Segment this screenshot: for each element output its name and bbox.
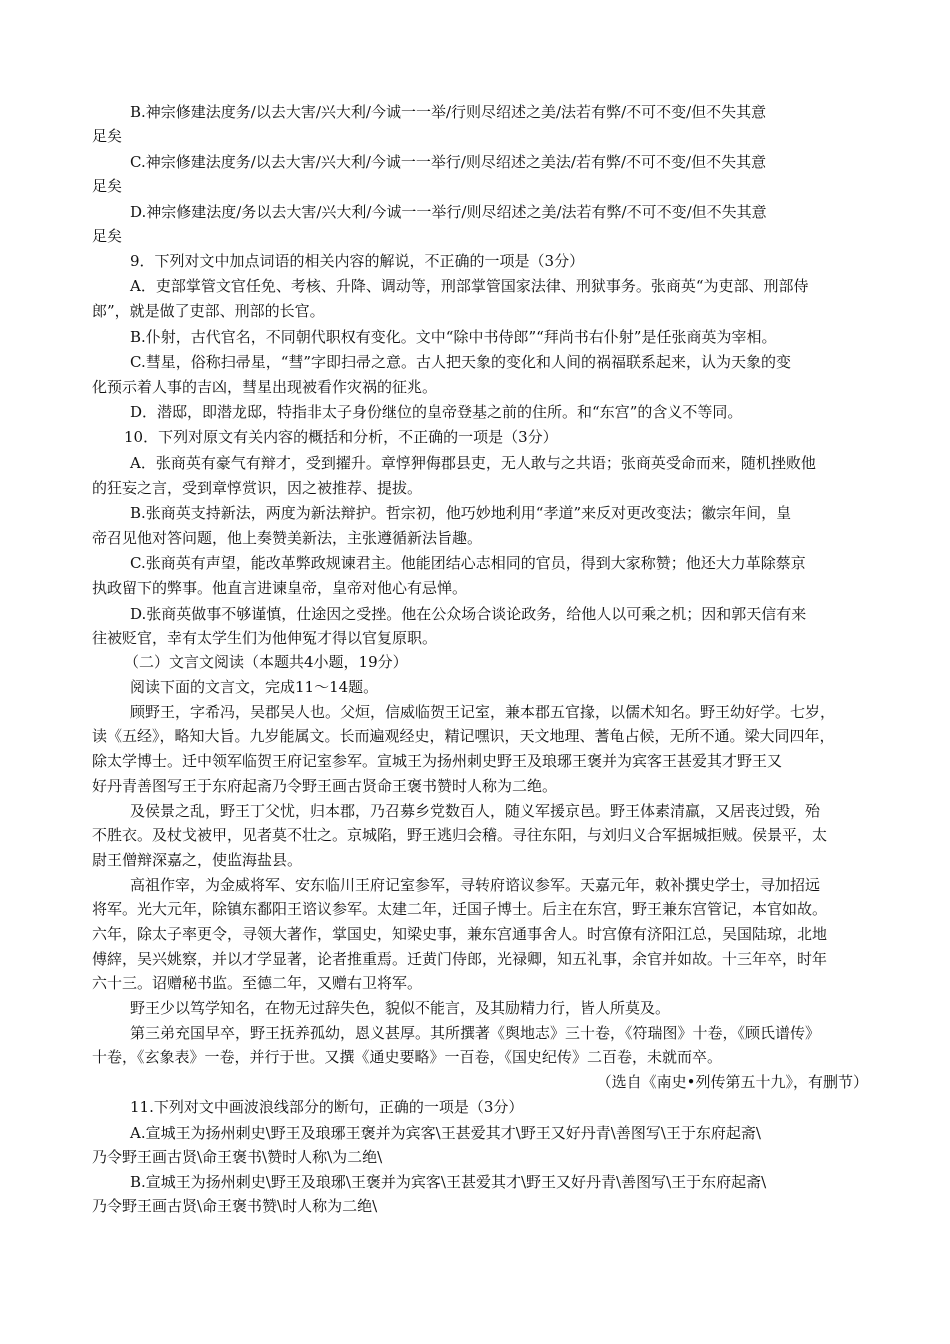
document-page: B.神宗修建法度务/以去大害/兴大利/今诚一一举/行则尽绍述之美/法若有弊/不可不变/但不失其意 足矣 C.神宗修建法度务/以去大害/兴大利/今诚一一举行/则尽绍述之美法/若有弊/不可不变/但不失其意 足矣 D.神宗修建法度/务以去大害/兴大利/今诚一一举行/则尽绍述之美/法若有弊/不可不变/但不失其意 足矣 9．下列对文中加点词语的相关内容的解说，不正确的一项是（3分） A．吏部掌管文官任免、考核、升降、调动等，刑部掌管国家法律、刑狱事务。张商英“为吏部、刑部侍 郎”，就是做了吏部、刑部的长官。 B.仆射，古代官名，不同朝代职权有变化。文中“除中书侍郎”“拜尚书右仆射”是任张商英为宰相。 C.彗星，俗称扫帚星，“彗”字即扫帚之意。古人把天象的变化和人间的祸福联系起来，认为天象的变 化预示着人事的吉凶，彗星出现被看作灾祸的征兆。 D．潜邸，即潜龙邸，特指非太子身份继位的皇帝登基之前的住所。和“东宫”的含义不等同。 10．下列对原文有关内容的概括和分析，不正确的一项是（3分） A．张商英有豪气有辩才，受到擢升。章惇狎侮郡县吏，无人敢与之共语；张商英受命而来，随机挫败他 的狂妄之言，受到章惇赏识，因之被推荐、提拔。 B.张商英支持新法，两度为新法辩护。哲宗初，他巧妙地利用“孝道”来反对更改变法；徽宗年间，皇 帝召见他对答问题，他上奏赞美新法，主张遵循新法旨趣。 C.张商英有声望，能改革弊政规谏君主。他能团结心志相同的官员，得到大家称赞；他还大力革除蔡京 执政留下的弊事。他直言进谏皇帝，皇帝对他心有忌惮。 D.张商英做事不够谨慎，仕途因之受挫。他在公众场合谈论政务，给他人以可乘之机；因和郭天信有来 往被贬官，幸有太学生们为他伸冤才得以官复原职。 （二）文言文阅读（本题共4小题，19分） 阅读下面的文言文，完成11～14题。 顾野王，字希冯，吴郡吴人也。父烜，信威临贺王记室，兼本郡五官掾，以儒术知名。野王幼好学。七岁， 读《五经》，略知大旨。九岁能属文。长而遍观经史，精记嘿识，天文地理、蓍龟占候，无所不通。梁大同四年， 除太学博士。迁中领军临贺王府记室参军。宣城王为扬州刺史野王及琅琊王褒并为宾客王甚爱其才野王又 好丹青善图写王于东府起斋乃令野王画古贤命王褒书赞时人称为二绝。 及侯景之乱，野王丁父忧，归本郡，乃召募乡党数百人，随义军援京邑。野王体素清羸，又居丧过毁，殆 不胜衣。及杖戈被甲，见者莫不壮之。京城陷，野王逃归会稽。寻往东阳，与刘归义合军据城拒贼。侯景平，太 尉王僧辩深嘉之，使监海盐县。 高祖作宰，为金威将军、安东临川王府记室参军，寻转府谘议参军。天嘉元年，敕补撰史学士，寻加招远 将军。光大元年，除镇东鄱阳王谘议参军。太建二年，迁国子博士。后主在东宫，野王兼东宫管记，本官如故。 六年，除太子率更令，寻领大著作，掌国史，知梁史事，兼东宫通事舍人。时宫僚有济阳江总，吴国陆琼，北地 傅縡，吴兴姚察，并以才学显著，论者推重焉。迁黄门侍郎，光禄卿，知五礼事，余官并如故。十三年卒，时年 六十三。诏赠秘书监。至德二年，又赠右卫将军。 野王少以笃学知名，在物无过辞失色，貌似不能言，及其励精力行，皆人所莫及。 第三弟充国早卒，野王抚养孤幼，恩义甚厚。其所撰著《舆地志》三十卷，《符瑞图》十卷，《顾氏谱传》 十卷，《玄象表》一卷，并行于世。又撰《通史要略》一百卷，《国史纪传》二百卷，未就而卒。 （选自《南史•列传第五十九》，有删节） 11.下列对文中画波浪线部分的断句，正确的一项是（3分） A.宣城王为扬州刺史\野王及琅琊王褒并为宾客\王甚爱其才\野王又好丹青\善图写\王于东府起斋\ 乃令野王画古贤\命王褒书\赞时人称\为二绝\ B.宣城王为扬州刺史\野王及琅琊\王褒并为宾客\王甚爱其才\野王又好丹青\善图写\王于东府起斋\ 乃令野王画古贤\命王褒书赞\时人称为二绝\ <box>92 103 868 1215</box>
